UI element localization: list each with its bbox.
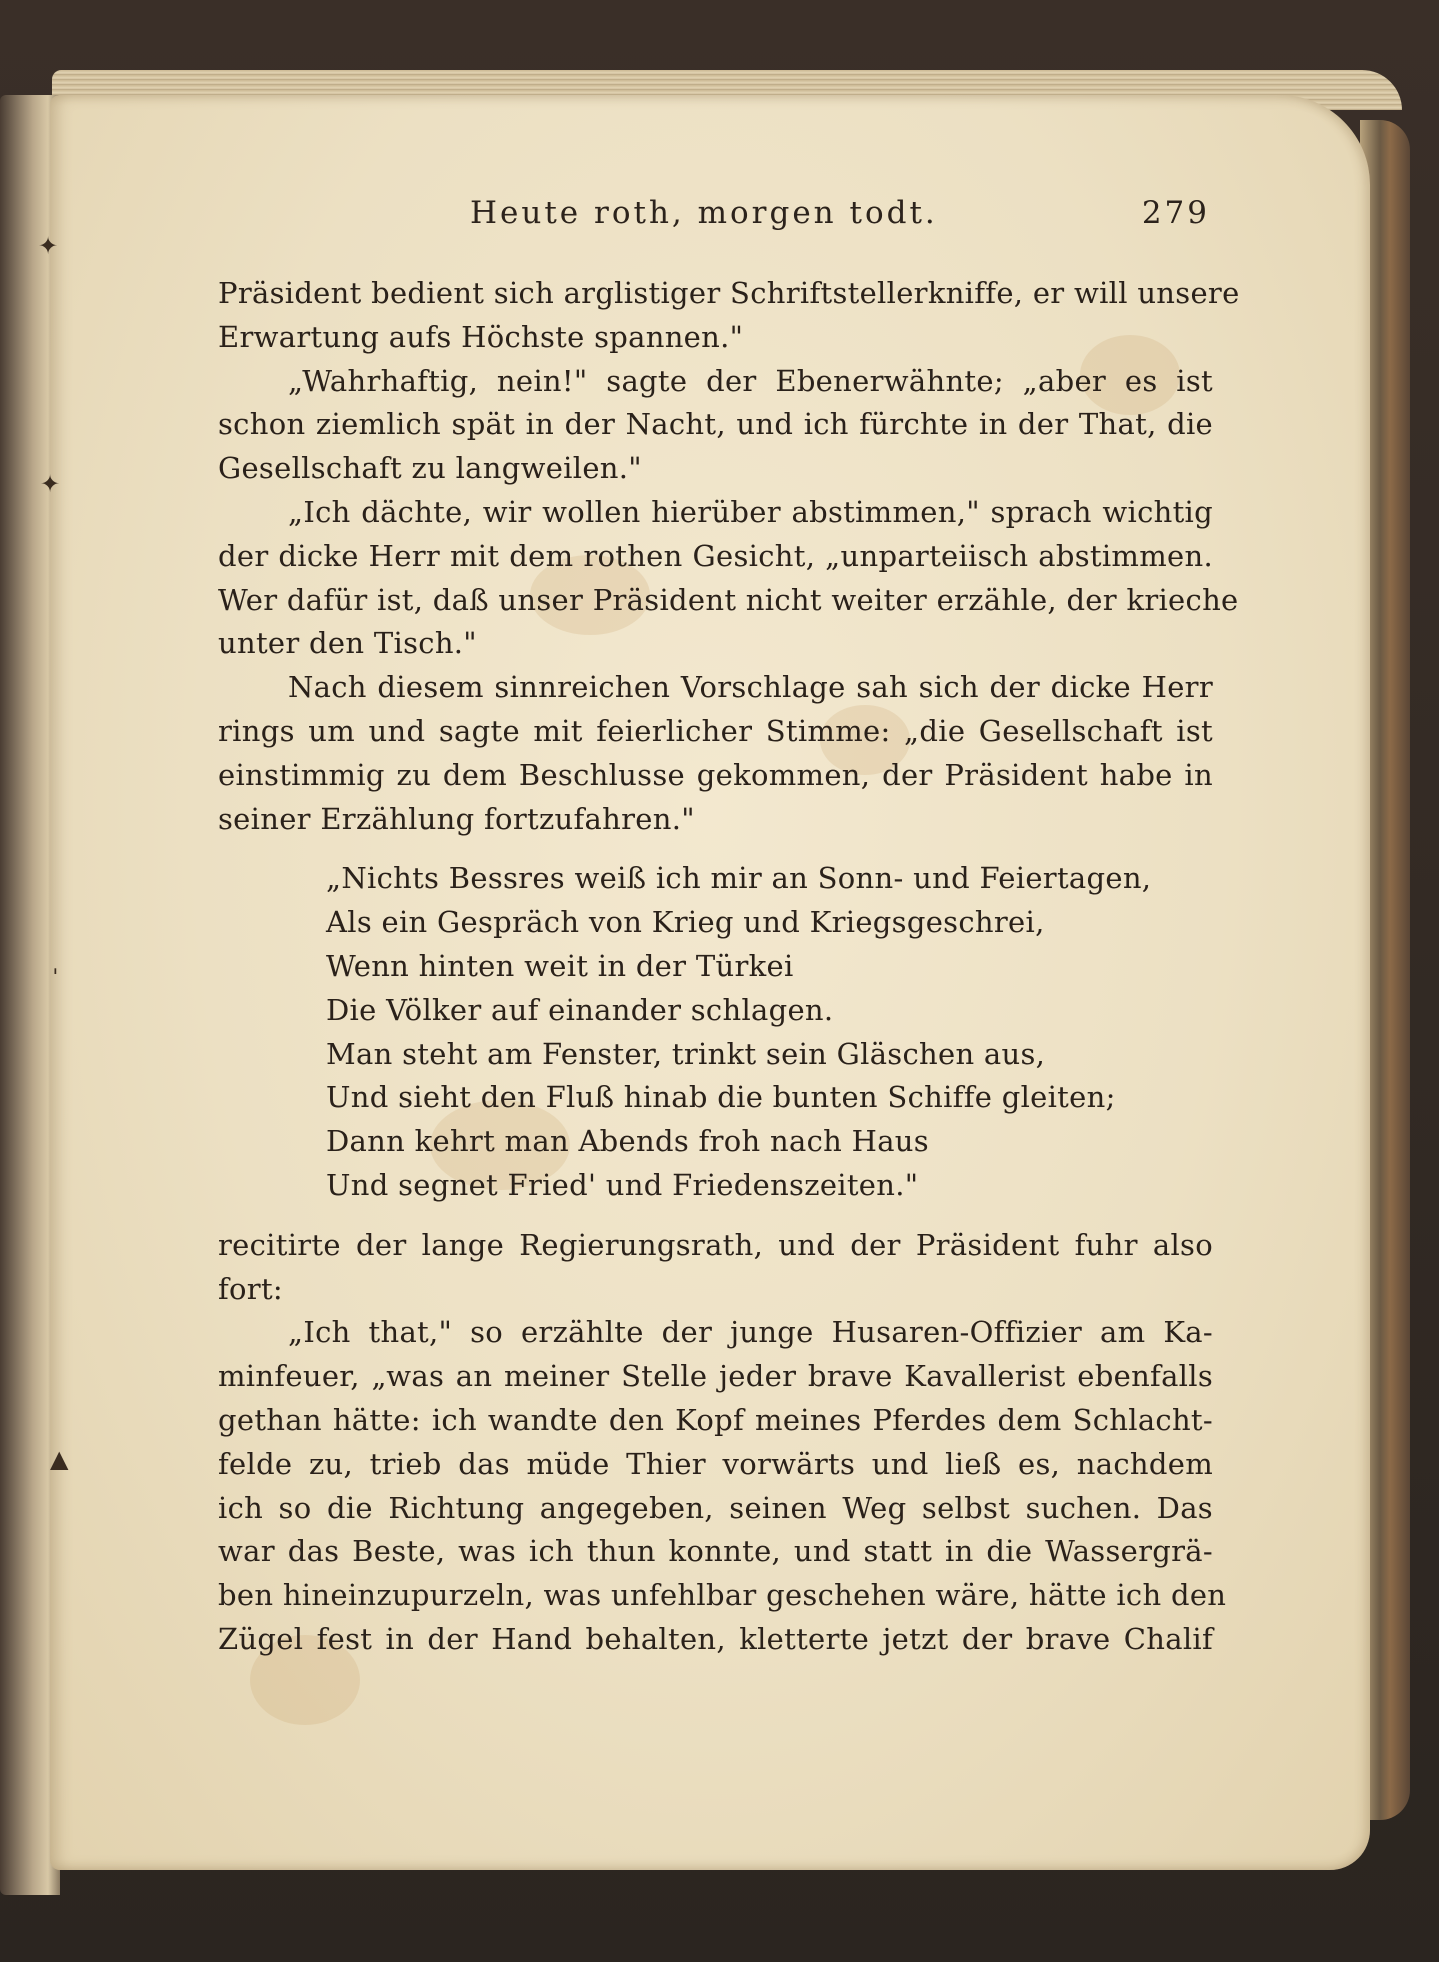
text-line: seiner Erzählung fortzufahren."	[218, 801, 695, 836]
paragraph	[218, 666, 1213, 841]
binding-mark: ✦	[40, 470, 61, 498]
text-line: war das Beste, was ich thun konnte, und statt in die Wassergrä-	[218, 1534, 1213, 1569]
text-line: ben hineinzupurzeln, was unfehlbar geschehen wäre, hätte ich den	[218, 1578, 1227, 1613]
verse-line: „Nichts Bessres weiß ich mir an Sonn- und Feiertagen,	[326, 861, 1152, 896]
binding-mark: ▲	[50, 1445, 69, 1473]
text-line: unter den Tisch."	[218, 626, 477, 661]
verse-line: Dann kehrt man Abends froh nach Haus	[326, 1124, 929, 1159]
text-line: Nach diesem sinnreichen Vorschlage sah sich der dicke Herr	[288, 670, 1213, 705]
verse-line: Die Völker auf einander schlagen.	[326, 992, 834, 1027]
binding-mark: ˈ	[52, 965, 59, 993]
verse-gap	[218, 1208, 1213, 1224]
body-text	[218, 272, 1240, 1662]
page-number: 279	[1141, 195, 1210, 231]
running-title: Heute roth, morgen todt.	[470, 195, 938, 231]
paragraph	[218, 272, 1240, 360]
text-line: Präsident bedient sich arglistiger Schriftstellerkniffe, er will unsere	[218, 276, 1240, 310]
text-line: gethan hätte: ich wandte den Kopf meines Pferdes dem Schlacht-	[218, 1402, 1213, 1437]
text-line: felde zu, trieb das müde Thier vorwärts und ließ es, nachdem	[218, 1446, 1213, 1481]
text-line: recitirte der lange Regierungsrath, und der Präsident fuhr also	[218, 1227, 1213, 1262]
text-line: „Ich dächte, wir wollen hierüber abstimmen," sprach wichtig	[288, 494, 1213, 529]
paragraph	[218, 360, 1213, 491]
text-line: Erwartung aufs Höchste spannen."	[218, 319, 744, 354]
verse-line: Als ein Gespräch von Krieg und Kriegsgeschrei,	[326, 905, 1045, 940]
verse-block	[326, 857, 1213, 1207]
verse-line: Wenn hinten weit in der Türkei	[326, 948, 794, 983]
paragraph	[218, 1224, 1213, 1312]
verse-line: Und segnet Fried' und Friedenszeiten."	[326, 1167, 919, 1202]
text-line: „Ich that," so erzählte der junge Husaren-Offizier am Ka-	[288, 1315, 1213, 1350]
text-line: „Wahrhaftig, nein!" sagte der Ebenerwähnte; „aber es ist	[288, 363, 1213, 398]
paragraph	[218, 1311, 1227, 1661]
binding-mark: ✦	[38, 232, 59, 260]
page-header	[470, 195, 1210, 235]
text-line: ich so die Richtung angegeben, seinen Weg selbst suchen. Das	[218, 1490, 1213, 1525]
verse-gap	[218, 841, 1213, 857]
text-line: minfeuer, „was an meiner Stelle jeder brave Kavallerist ebenfalls	[218, 1359, 1213, 1394]
text-line: Zügel fest in der Hand behalten, kletterte jetzt der brave Chalif	[218, 1621, 1213, 1656]
paragraph	[218, 491, 1239, 666]
text-line: rings um und sagte mit feierlicher Stimme: „die Gesellschaft ist	[218, 713, 1213, 748]
text-line: einstimmig zu dem Beschlusse gekommen, der Präsident habe in	[218, 757, 1213, 792]
text-line: schon ziemlich spät in der Nacht, und ich fürchte in der That, die	[218, 407, 1213, 442]
text-line: Wer dafür ist, daß unser Präsident nicht weiter erzähle, der krieche	[218, 582, 1239, 617]
text-line: Gesellschaft zu langweilen."	[218, 451, 642, 486]
text-line: fort:	[218, 1271, 283, 1306]
verse-line: Und sieht den Fluß hinab die bunten Schiffe gleiten;	[326, 1080, 1116, 1115]
verse-line: Man steht am Fenster, trinkt sein Gläschen aus,	[326, 1036, 1046, 1071]
text-line: der dicke Herr mit dem rothen Gesicht, „unparteiisch abstimmen.	[218, 538, 1213, 573]
